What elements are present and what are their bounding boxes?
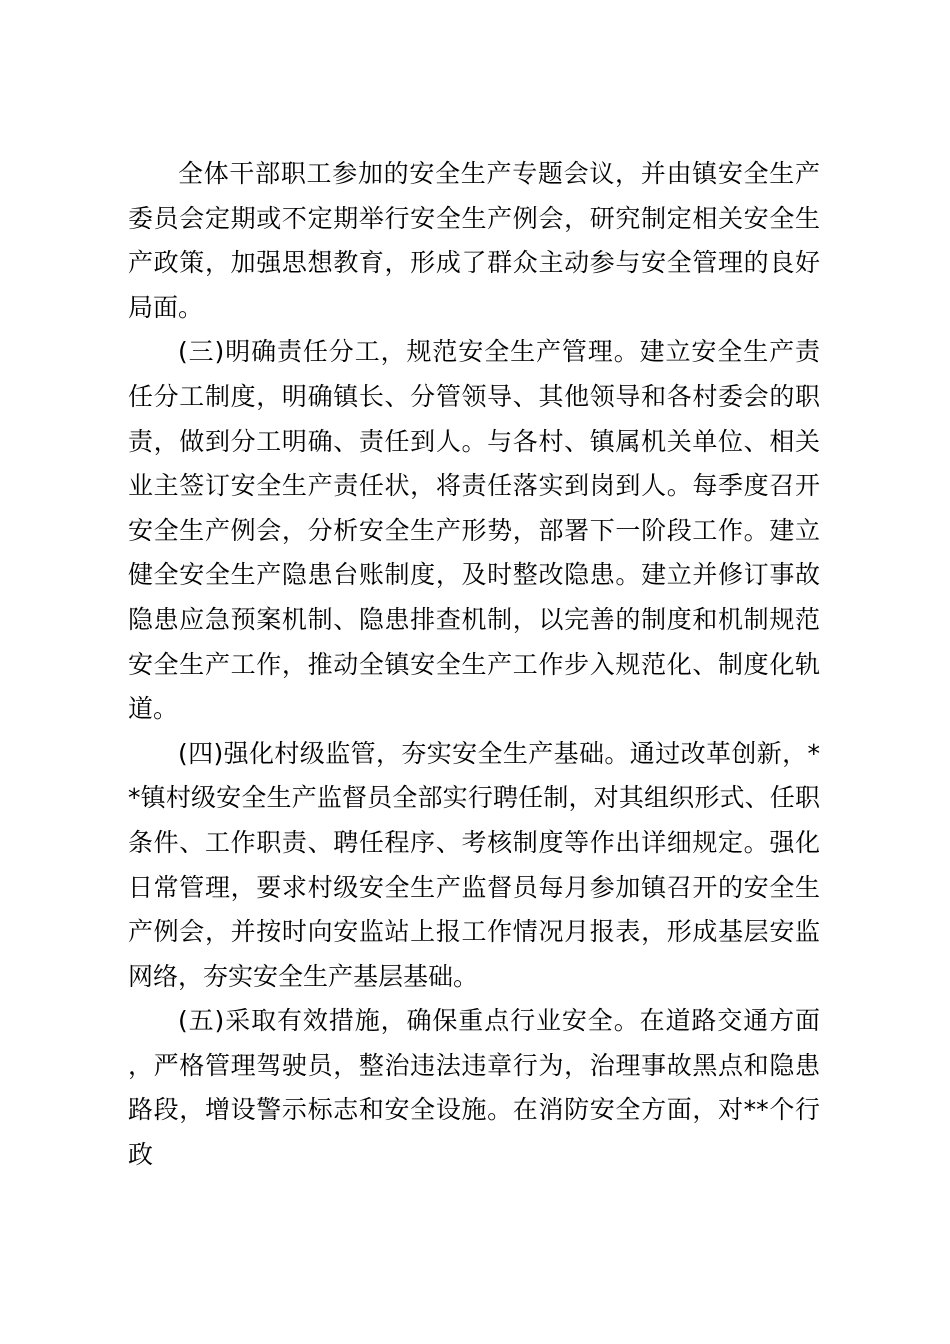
paragraph-section-5: (五)采取有效措施，确保重点行业安全。在道路交通方面，严格管理驾驶员，整治违法违章行为，治理事故黑点和隐患路段，增设警示标志和安全设施。在消防安全方面，对**个行政 [128,1006,820,1170]
document-body [128,152,820,1178]
paragraph-section-4: (四)强化村级监管，夯实安全生产基础。通过改革创新，**镇村级安全生产监督员全部实行聘任制，对其组织形式、任职条件、工作职责、聘任程序、考核制度等作出详细规定。强化日常管理，要求村级安全生产监督员每月参加镇召开的安全生产例会，并按时向安监站上报工作情况月报表，形成基层安监网络，夯实安全生产基层基础。 [128,738,820,991]
paragraph-section-3: (三)明确责任分工，规范安全生产管理。建立安全生产责任分工制度，明确镇长、分管领导、其他领导和各村委会的职责，做到分工明确、责任到人。与各村、镇属机关单位、相关业主签订安全生产责任状，将责任落实到岗到人。每季度召开安全生产例会，分析安全生产形势，部署下一阶段工作。建立健全安全生产隐患台账制度，及时整改隐患。建立并修订事故隐患应急预案机制、隐患排查机制，以完善的制度和机制规范安全生产工作，推动全镇安全生产工作步入规范化、制度化轨道。 [128,337,820,724]
paragraph-continuation: 全体干部职工参加的安全生产专题会议，并由镇安全生产委员会定期或不定期举行安全生产例会，研究制定相关安全生产政策，加强思想教育，形成了群众主动参与安全管理的良好局面。 [128,159,820,322]
